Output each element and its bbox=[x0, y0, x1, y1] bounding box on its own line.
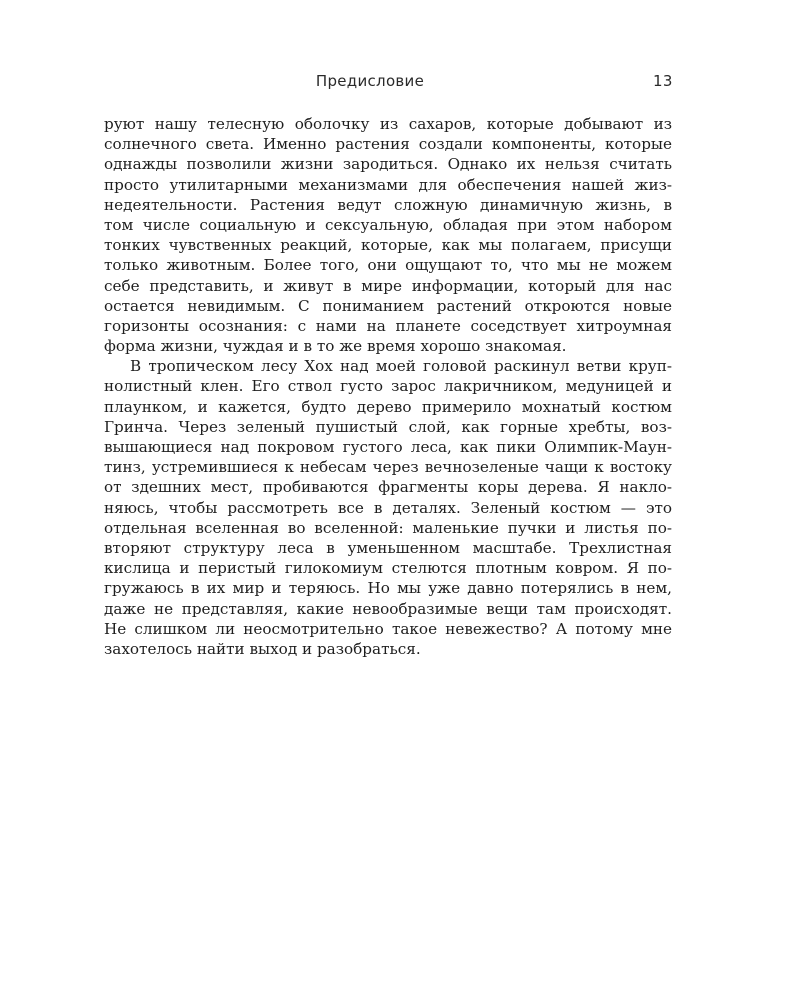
text-line: остается невидимым. С пониманием растений откроются новые bbox=[104, 296, 672, 315]
text-line: солнечного света. Именно растения создали компоненты, которые bbox=[104, 135, 672, 154]
body-text bbox=[104, 114, 672, 659]
text-line: руют нашу телесную оболочку из сахаров, которые добывают из bbox=[104, 115, 672, 133]
text-line: недеятельности. Растения ведут сложную динамичную жизнь, в bbox=[104, 195, 672, 214]
text-line: В тропическом лесу Хох над моей головой раскинул ветви круп- bbox=[130, 357, 672, 376]
text-line: плаунком, и кажется, будто дерево примерило мохнатый костюм bbox=[104, 397, 672, 416]
text-line: тонких чувственных реакций, которые, как мы полагаем, присущи bbox=[104, 236, 672, 255]
text-line: только животным. Более того, они ощущают то, что мы не можем bbox=[104, 256, 672, 275]
text-line: отдельная вселенная во вселенной: маленькие пучки и листья по- bbox=[104, 518, 672, 537]
text-line: Гринча. Через зеленый пушистый слой, как горные хребты, воз- bbox=[104, 417, 672, 436]
text-line: вышающиеся над покровом густого леса, как пики Олимпик-Маун- bbox=[104, 438, 672, 456]
paragraph-1 bbox=[104, 114, 672, 356]
paragraph-2 bbox=[104, 356, 672, 659]
text-line: форма жизни, чуждая и в то же время хорошо знакомая. bbox=[104, 337, 567, 356]
text-line: нолистный клен. Его ствол густо зарос лакричником, медуницей и bbox=[104, 377, 672, 396]
text-line: просто утилитарными механизмами для обеспечения нашей жиз- bbox=[104, 175, 672, 194]
text-line: гружаюсь в их мир и теряюсь. Но мы уже давно потерялись в нем, bbox=[104, 579, 672, 598]
text-line: Не слишком ли неосмотрительно такое невежество? А потому мне bbox=[104, 619, 672, 638]
text-line: тинз, устремившиеся к небесам через вечнозеленые чащи к востоку bbox=[104, 458, 672, 477]
text-line: захотелось найти выход и разобраться. bbox=[104, 639, 421, 658]
text-line: себе представить, и живут в мире информации, который для нас bbox=[104, 276, 672, 295]
text-line: вторяют структуру леса в уменьшенном масштабе. Трехлистная bbox=[104, 538, 672, 557]
running-head bbox=[0, 72, 800, 96]
text-line: кислица и перистый гилокомиум стелются плотным ковром. Я по- bbox=[104, 559, 672, 578]
text-line: няюсь, чтобы рассмотреть все в деталях. Зеленый костюм — это bbox=[104, 498, 672, 517]
text-line: от здешних мест, пробиваются фрагменты коры дерева. Я накло- bbox=[104, 478, 672, 497]
text-line: горизонты осознания: с нами на планете соседствует хитроумная bbox=[104, 316, 672, 335]
page-number: 13 bbox=[653, 72, 673, 90]
text-line: том числе социальную и сексуальную, обладая при этом набором bbox=[104, 215, 672, 234]
text-line: даже не представляя, какие невообразимые вещи там происходят. bbox=[104, 599, 672, 618]
running-title: Предисловие bbox=[315, 72, 425, 90]
text-line: однажды позволили жизни зародиться. Однако их нельзя считать bbox=[104, 155, 672, 174]
